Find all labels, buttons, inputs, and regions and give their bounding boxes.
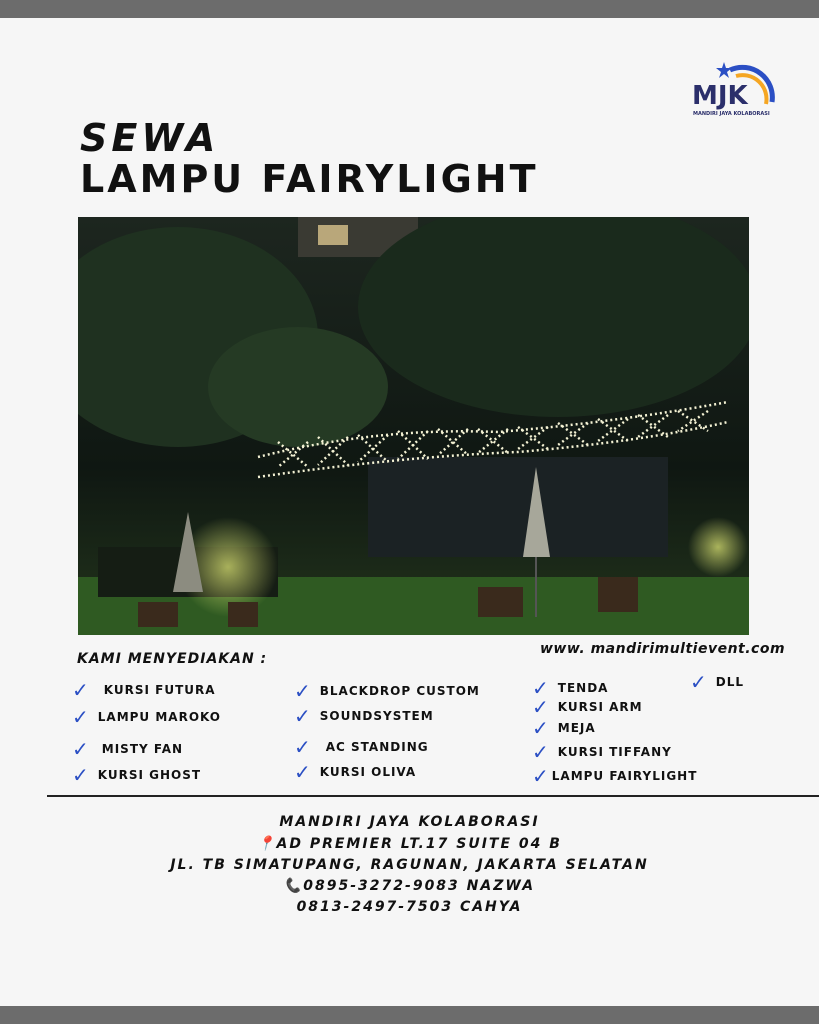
check-icon: ✓ bbox=[294, 735, 312, 759]
check-icon: ✓ bbox=[532, 676, 550, 700]
check-icon: ✓ bbox=[72, 705, 90, 729]
services-heading: KAMI MENYEDIAKAN : bbox=[77, 651, 268, 667]
list-item: ✓ AC STANDING bbox=[294, 735, 429, 759]
check-icon: ✓ bbox=[294, 760, 312, 784]
check-icon: ✓ bbox=[72, 763, 90, 787]
phone-line-1: 📞0895-3272-9083 NAZWA bbox=[283, 878, 536, 894]
list-item: ✓ LAMPU FAIRYLIGHT bbox=[532, 764, 698, 788]
list-item: ✓ DLL bbox=[690, 670, 745, 694]
check-icon: ✓ bbox=[294, 704, 312, 728]
check-icon: ✓ bbox=[690, 670, 708, 694]
address-line-2: JL. TB SIMATUPANG, RAGUNAN, JAKARTA SELATAN bbox=[170, 857, 649, 873]
list-item: ✓ BLACKDROP CUSTOM bbox=[294, 679, 480, 703]
divider bbox=[47, 795, 819, 797]
website-link[interactable]: www. mandirimultievent.com bbox=[540, 641, 786, 657]
title-line-1: SEWA bbox=[80, 116, 220, 160]
list-item: ✓ KURSI OLIVA bbox=[294, 760, 417, 784]
list-item: ✓ KURSI FUTURA bbox=[72, 678, 216, 702]
check-icon: ✓ bbox=[294, 679, 312, 703]
check-icon: ✓ bbox=[532, 695, 550, 719]
fairylight-photo bbox=[78, 217, 749, 635]
bottom-bar bbox=[0, 1006, 819, 1024]
mjk-logo bbox=[690, 52, 780, 122]
list-item: ✓ KURSI TIFFANY bbox=[532, 740, 672, 764]
list-item: ✓ KURSI ARM bbox=[532, 695, 643, 719]
list-item: ✓ LAMPU MAROKO bbox=[72, 705, 221, 729]
title-line-2: LAMPU FAIRYLIGHT bbox=[80, 157, 539, 201]
list-item: ✓ TENDA bbox=[532, 676, 609, 700]
check-icon: ✓ bbox=[532, 740, 550, 764]
list-item: ✓ MEJA bbox=[532, 716, 596, 740]
address-line-1: 📍AD PREMIER LT.17 SUITE 04 B bbox=[257, 836, 562, 852]
list-item: ✓ MISTY FAN bbox=[72, 737, 184, 761]
company-name: MANDIRI JAYA KOLABORASI bbox=[279, 814, 540, 830]
top-bar bbox=[0, 0, 819, 18]
check-icon: ✓ bbox=[532, 764, 550, 788]
svg-text:MJK: MJK bbox=[692, 81, 748, 111]
check-icon: ✓ bbox=[532, 716, 550, 740]
check-icon: ✓ bbox=[72, 737, 90, 761]
list-item: ✓ KURSI GHOST bbox=[72, 763, 202, 787]
phone-line-2: 0813-2497-7503 CAHYA bbox=[296, 899, 523, 915]
svg-text:MANDIRI JAYA KOLABORASI: MANDIRI JAYA KOLABORASI bbox=[693, 111, 770, 117]
list-item: ✓ SOUNDSYSTEM bbox=[294, 704, 434, 728]
check-icon: ✓ bbox=[72, 678, 90, 702]
